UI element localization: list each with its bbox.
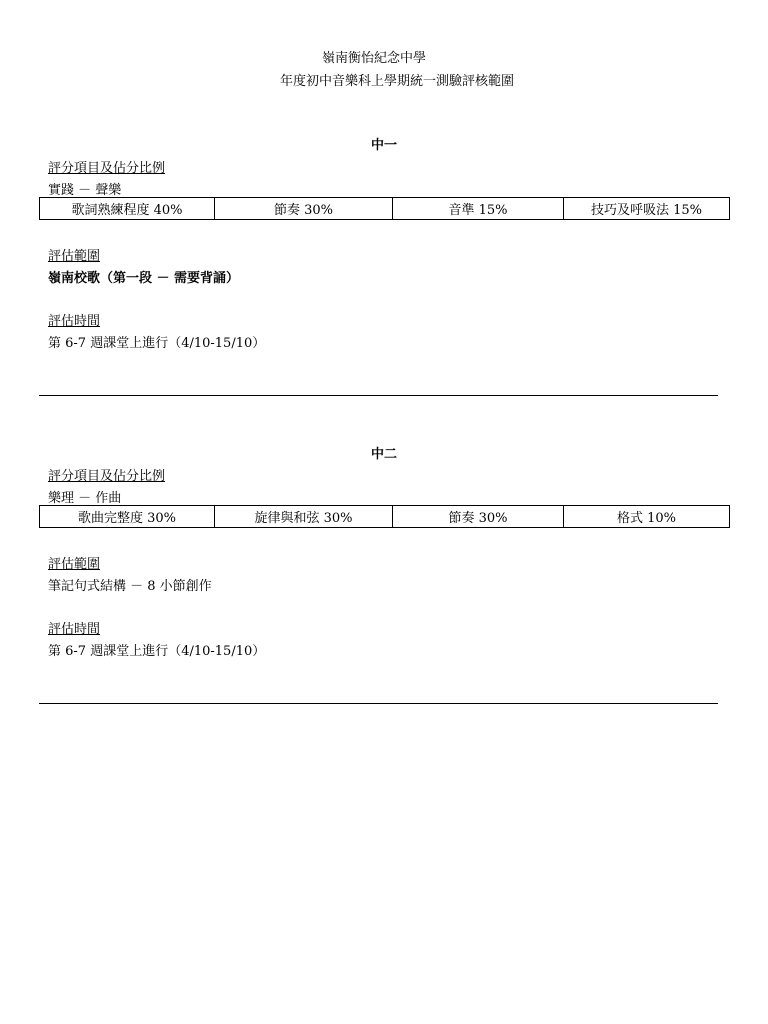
section-heading-s1: 中一 [370,138,397,153]
score-cell: 節奏 30% [215,198,393,220]
scope-label-s2: 評估範圍 [48,557,101,572]
category-s2: 樂理 － 作曲 [48,491,122,506]
score-table-s2 [39,505,730,528]
items-label-s2: 評分項目及佔分比例 [48,469,166,484]
document-title: 年度初中音樂科上學期統一測驗評核範圍 [280,74,515,89]
table-row [40,506,730,528]
time-s1: 第 6-7 週課堂上進行（4/10-15/10） [48,336,266,351]
school-name: 嶺南衡怡紀念中學 [322,51,427,66]
section-divider [39,703,718,704]
score-cell: 歌曲完整度 30% [40,506,215,528]
section-heading-s2: 中二 [370,447,397,462]
score-cell: 技巧及呼吸法 15% [564,198,730,220]
scope-s1: 嶺南校歌（第一段 － 需要背誦） [48,271,240,286]
time-label-s1: 評估時間 [48,314,101,329]
score-cell: 歌詞熟練程度 40% [40,198,215,220]
score-cell: 音準 15% [393,198,564,220]
section-divider [39,395,718,396]
scope-label-s1: 評估範圍 [48,249,101,264]
score-cell: 節奏 30% [393,506,564,528]
score-cell: 旋律與和弦 30% [215,506,393,528]
score-table-s1 [39,197,730,220]
table-row [40,198,730,220]
score-cell: 格式 10% [564,506,730,528]
time-label-s2: 評估時間 [48,622,101,637]
scope-s2: 筆記句式結構 － 8 小節創作 [48,579,212,594]
items-label-s1: 評分項目及佔分比例 [48,161,166,176]
time-s2: 第 6-7 週課堂上進行（4/10-15/10） [48,644,266,659]
category-s1: 實踐 － 聲樂 [48,183,122,198]
